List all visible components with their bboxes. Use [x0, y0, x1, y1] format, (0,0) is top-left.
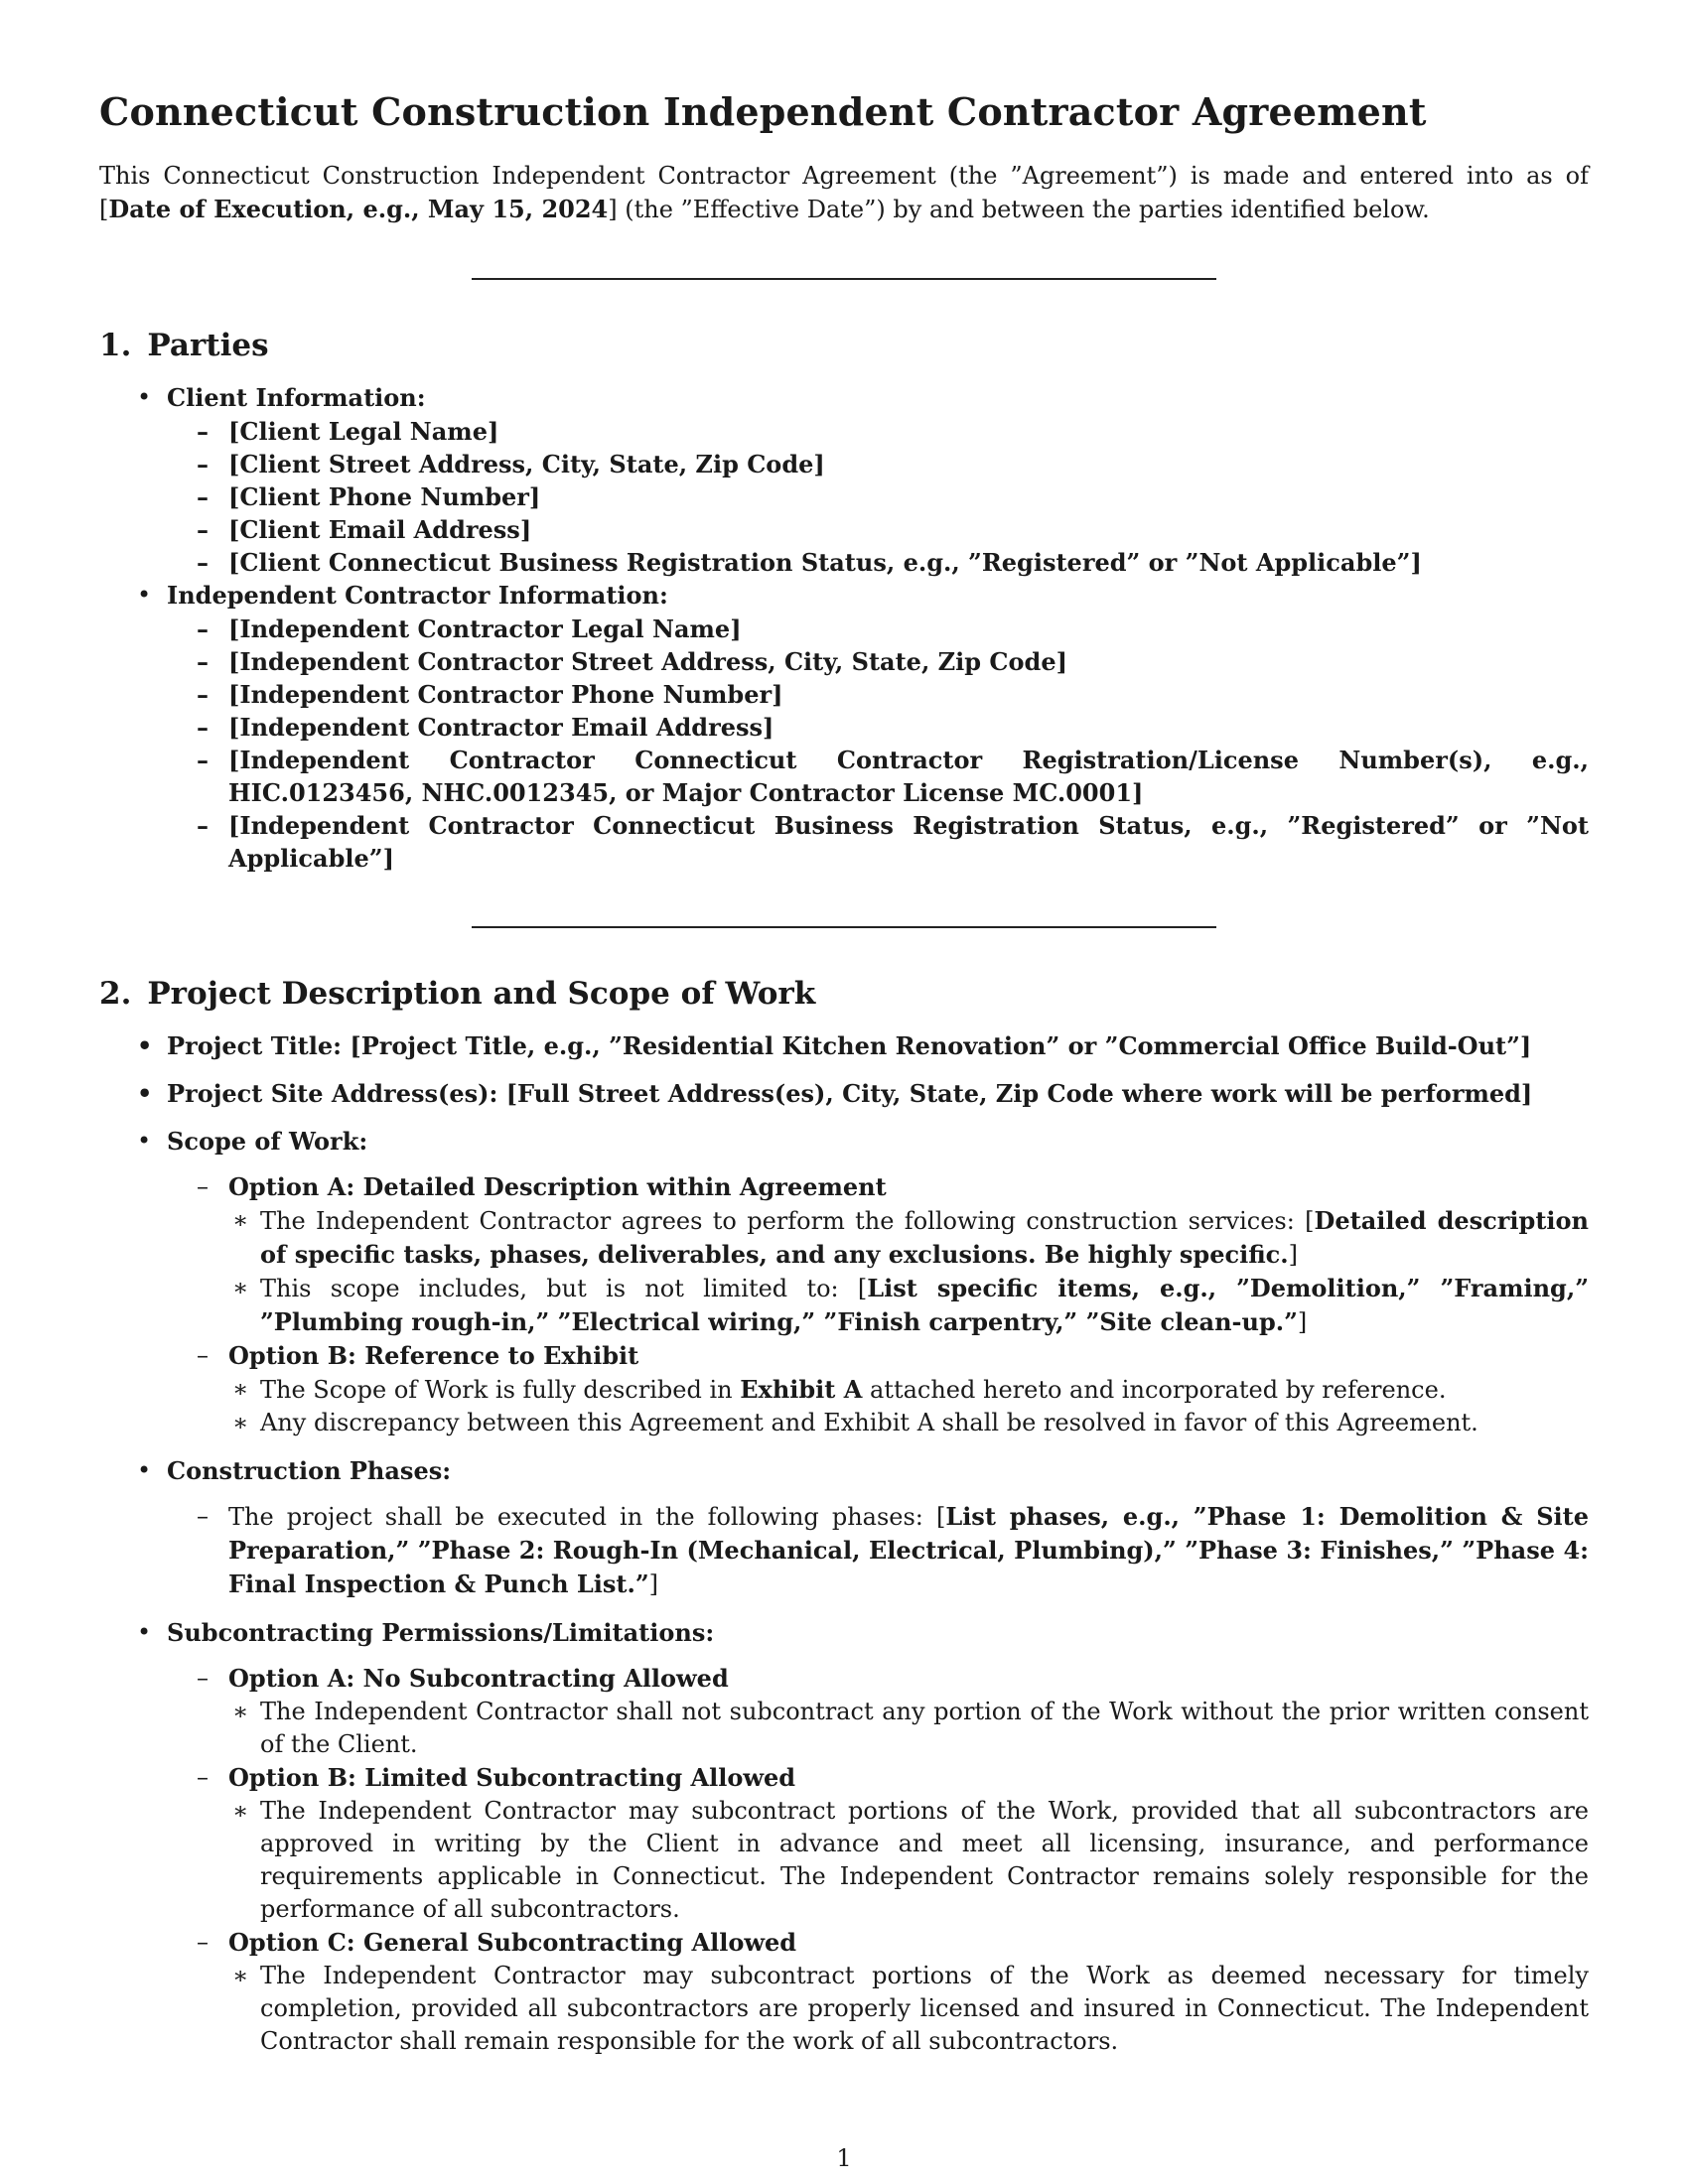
- phases-heading: Construction Phases:: [167, 1456, 452, 1485]
- section-2: [99, 976, 1589, 2058]
- list-item: – [Client Phone Number]: [167, 480, 1589, 513]
- scope-option-a: – Option A: Detailed Description within Agreement ∗ The Independent Contractor agrees to perform the following construction services: [Detailed description of specific tasks, phases, deliverables, and any exclusions. Be highly specific.] ∗ This scope includes, but is not limited to: [List specific items, e.g., ”Demolition,” ”Framing,” ”Plumbing rough-in,” ”Electrical wiring,” ”Finish carpentry,” ”Site clean-up.”]: [167, 1170, 1589, 1339]
- scope-of-work-item: [99, 1125, 1589, 1439]
- project-title-item: • Project Title: [Project Title, e.g., ”Residential Kitchen Renovation” or ”Commercial Office Build-Out”]: [99, 1029, 1589, 1062]
- section-number: 1.: [99, 328, 132, 363]
- list-item: ∗ The Scope of Work is fully described in Exhibit A attached hereto and incorporated by reference.: [228, 1373, 1589, 1407]
- section-number: 2.: [99, 976, 132, 1012]
- document-page: [99, 69, 1589, 2073]
- subcontracting-heading: Subcontracting Permissions/Limitations:: [167, 1618, 715, 1647]
- list-item: ∗ The Independent Contractor may subcontract portions of the Work as deemed necessary for timely completion, provided all subcontractors are properly licensed and insured in Connecticut. The Independent Contractor shall remain responsible for the work of all subcontractors.: [228, 1960, 1589, 2058]
- bracket: [: [228, 417, 240, 446]
- section-2-heading: [99, 976, 1589, 1012]
- list-item: ∗ Any discrepancy between this Agreement and Exhibit A shall be resolved in favor of this Agreement.: [228, 1407, 1589, 1439]
- section-divider: [472, 278, 1216, 280]
- list-item: ∗ The Independent Contractor shall not subcontract any portion of the Work without the prior written consent of the Client.: [228, 1696, 1589, 1761]
- contractor-fields: [167, 613, 1589, 875]
- project-site-item: • Project Site Address(es): [Full Street Address(es), City, State, Zip Code where work will be performed]: [99, 1077, 1589, 1110]
- construction-phases-item: [99, 1454, 1589, 1601]
- section-title: Project Description and Scope of Work: [147, 976, 816, 1012]
- sub-option-a: – Option A: No Subcontracting Allowed ∗ The Independent Contractor shall not subcontract any portion of the Work without the prior written consent of the Client.: [167, 1662, 1589, 1761]
- section-title: Parties: [147, 328, 269, 363]
- document-title: Connecticut Construction Independent Contractor Agreement: [99, 89, 1427, 134]
- list-item: ∗ This scope includes, but is not limited to: [List specific items, e.g., ”Demolition,” ”Framing,” ”Plumbing rough-in,” ”Electrical wiring,” ”Finish carpentry,” ”Site clean-up.”]: [228, 1272, 1589, 1339]
- sub-option-b: – Option B: Limited Subcontracting Allowed ∗ The Independent Contractor may subcontract portions of the Work, provided that all subcontractors are approved in writing by the Client in advance and meet all licensing, insurance, and performance requirements applicable in Connecticut. The Independent Contractor remains solely responsible for the performance of all subcontractors.: [167, 1761, 1589, 1926]
- client-fields: [167, 415, 1589, 579]
- list-item: – [Independent Contractor Street Address, City, State, Zip Code]: [167, 645, 1589, 678]
- list-item: – [Independent Contractor Email Address]: [167, 711, 1589, 744]
- list-item: – [Client Street Address, City, State, Zip Code]: [167, 448, 1589, 480]
- intro-paragraph: [99, 160, 1589, 226]
- client-information: [99, 381, 1589, 579]
- section-divider: [472, 926, 1216, 928]
- list-item: – [Independent Contractor Connecticut Business Registration Status, e.g., ”Registered” or ”Not Applicable”]: [167, 809, 1589, 875]
- project-list: [99, 1029, 1589, 2058]
- list-item: – [Client Connecticut Business Registration Status, e.g., ”Registered” or ”Not Applicable”]: [167, 546, 1589, 579]
- section-1-heading: [99, 328, 1589, 363]
- client-info-heading: Client Information:: [167, 383, 426, 412]
- scope-option-b: – Option B: Reference to Exhibit ∗ The Scope of Work is fully described in Exhibit A attached hereto and incorporated by reference. ∗ Any discrepancy between this Agreement and Exhibit A shall be resolved in favor of this Agreement.: [167, 1339, 1589, 1439]
- list-item: ∗ The Independent Contractor may subcontract portions of the Work, provided that all subcontractors are approved in writing by the Client in advance and meet all licensing, insurance, and performance requirements applicable in Connecticut. The Independent Contractor remains solely responsible for the performance of all subcontractors.: [228, 1795, 1589, 1926]
- subcontracting-item: [99, 1616, 1589, 2058]
- scope-options: [167, 1170, 1589, 1439]
- list-item: – [Independent Contractor Legal Name]: [167, 613, 1589, 645]
- list-item: – The project shall be executed in the following phases: [List phases, e.g., ”Phase 1: Demolition & Site Preparation,” ”Phase 2: Rough-In (Mechanical, Electrical, Plumbing),” ”Phase 3: Finishes,” ”Phase 4: Final Inspection & Punch List.”]: [167, 1500, 1589, 1601]
- page-number: 1: [836, 2144, 852, 2172]
- parties-list: [99, 381, 1589, 875]
- intro-text-before: This Connecticut Construction Independent Contractor Agreement (the ”Agreement”) is made and entered into as of [: [99, 162, 1589, 223]
- list-item: – [Client Email Address]: [167, 513, 1589, 546]
- contractor-info-heading: Independent Contractor Information:: [167, 581, 668, 610]
- sub-option-c: – Option C: General Subcontracting Allowed ∗ The Independent Contractor may subcontract portions of the Work as deemed necessary for timely completion, provided all subcontractors are properly licensed and insured in Connecticut. The Independent Contractor shall remain responsible for the work of all subcontractors.: [167, 1926, 1589, 2058]
- list-item: – [Independent Contractor Phone Number]: [167, 678, 1589, 711]
- effective-date-placeholder: Date of Execution, e.g., May 15, 2024: [108, 195, 609, 223]
- scope-heading: Scope of Work:: [167, 1127, 368, 1156]
- subcontracting-options: [167, 1662, 1589, 2058]
- list-item: ∗ The Independent Contractor agrees to perform the following construction services: [Detailed description of specific tasks, phases, deliverables, and any exclusions. Be highly specific.]: [228, 1204, 1589, 1272]
- list-item: – [Client Legal Name]: [167, 415, 1589, 448]
- list-item: – [Independent Contractor Connecticut Contractor Registration/License Number(s), e.g., HIC.0123456, NHC.0012345, or Major Contractor License MC.0001]: [167, 744, 1589, 809]
- contractor-information: [99, 579, 1589, 875]
- intro-text-after: ] (the ”Effective Date”) by and between the parties identified below.: [608, 196, 1430, 223]
